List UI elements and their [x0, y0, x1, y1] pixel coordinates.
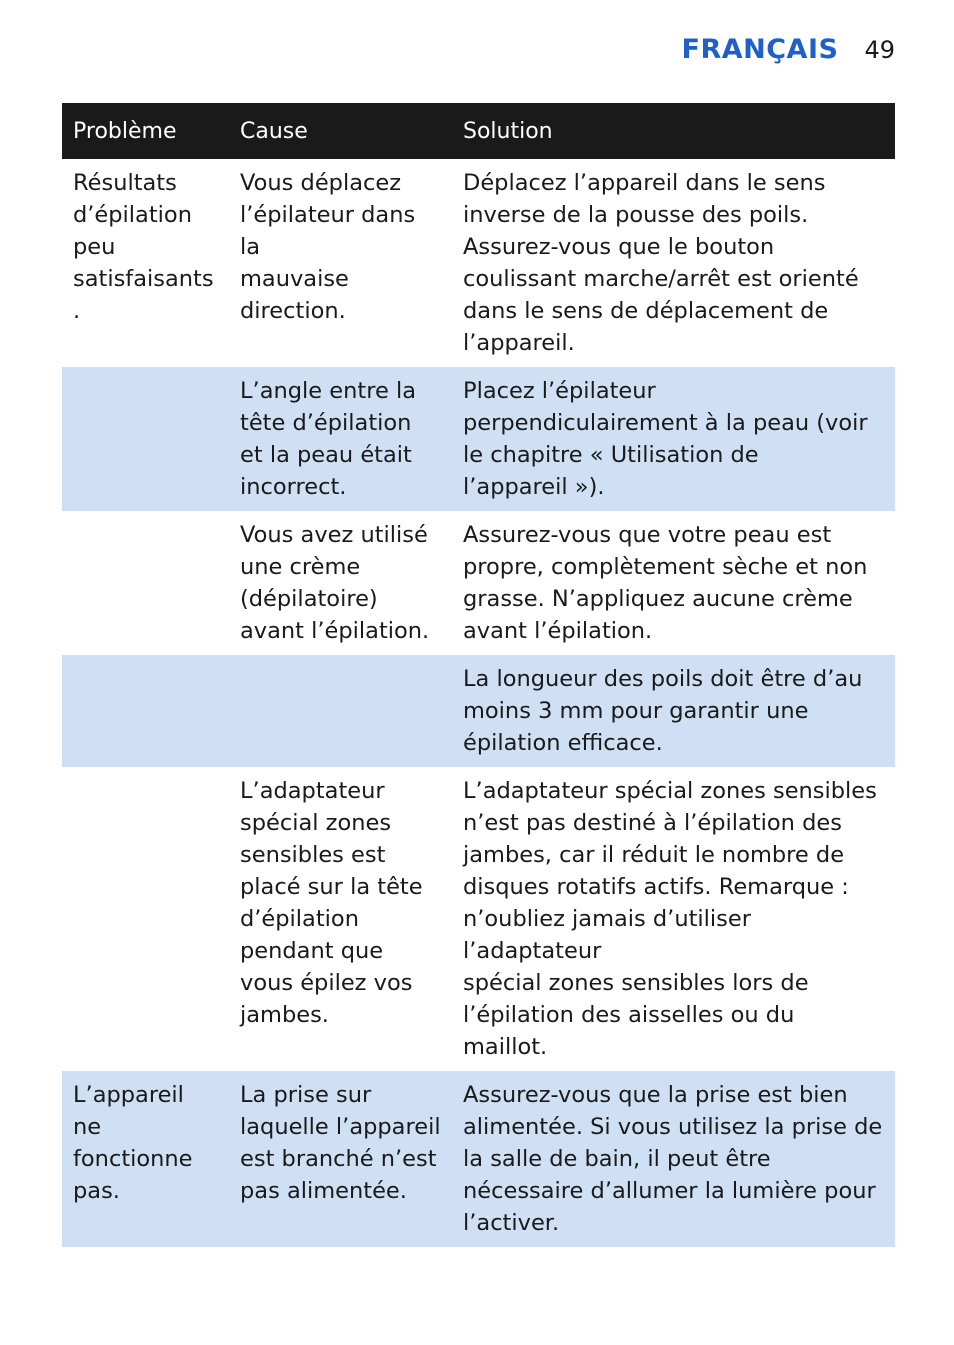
solution-text: Déplacez l’appareil dans le sens inverse de la pousse des poils. Assurez-vous que le bouton coulissant marche/arrêt est orienté dans le sens de déplacement de l’appareil. [463, 170, 859, 356]
table-row [62, 367, 895, 511]
solution-text: La longueur des poils doit être d’au moins 3 mm pour garantir une épilation efficace. [463, 666, 863, 756]
problem-cell [62, 767, 229, 1071]
table-row [62, 159, 895, 367]
cause-cell [229, 511, 452, 655]
column-header-cause: Cause [229, 103, 452, 159]
solution-text: L’adaptateur spécial zones sensibles n’est pas destiné à l’épilation des jambes, car il réduit le nombre de disques rotatifs actifs. Remarque : n’oubliez jamais d’utiliser l’adaptateur spécial zones sensibles lors de l’épilation des aisselles ou du maillot. [463, 778, 877, 1060]
cause-text: Vous avez utilisé une crème (dépilatoire) avant l’épilation. [240, 522, 430, 644]
solution-text: Assurez-vous que la prise est bien alimentée. Si vous utilisez la prise de la salle de bain, il peut être nécessaire d’allumer la lumière pour l’activer. [463, 1082, 883, 1236]
cause-text: L’adaptateur spécial zones sensibles est placé sur la tête d’épilation pendant que vous épilez vos jambes. [240, 778, 423, 1028]
column-header-problem: Problème [62, 103, 229, 159]
problem-text: Résultats d’épilation peu satisfaisants. [73, 170, 214, 324]
cause-cell [229, 767, 452, 1071]
troubleshooting-table [62, 103, 895, 1247]
cause-text: Vous déplacez l’épilateur dans la mauvaise direction. [240, 170, 416, 324]
solution-cell [452, 367, 895, 511]
table-header-row [62, 103, 895, 159]
page-header [682, 34, 895, 65]
cause-cell [229, 159, 452, 367]
solution-cell [452, 1071, 895, 1247]
problem-text: L’appareil ne fonctionne pas. [73, 1082, 193, 1204]
solution-cell [452, 767, 895, 1071]
solution-cell [452, 159, 895, 367]
table-row [62, 767, 895, 1071]
cause-cell [229, 1071, 452, 1247]
cause-text: La prise sur laquelle l’appareil est branché n’est pas alimentée. [240, 1082, 441, 1204]
column-header-solution: Solution [452, 103, 895, 159]
cause-text: L’angle entre la tête d’épilation et la peau était incorrect. [240, 378, 416, 500]
problem-cell [62, 1071, 229, 1247]
cause-cell [229, 367, 452, 511]
table-row [62, 1071, 895, 1247]
solution-text: Assurez-vous que votre peau est propre, complètement sèche et non grasse. N’appliquez aucune crème avant l’épilation. [463, 522, 868, 644]
solution-cell [452, 511, 895, 655]
solution-cell [452, 655, 895, 767]
table-row [62, 655, 895, 767]
problem-cell [62, 159, 229, 367]
cause-cell [229, 655, 452, 767]
table-row [62, 511, 895, 655]
problem-cell [62, 511, 229, 655]
problem-cell [62, 367, 229, 511]
page-number: 49 [864, 36, 895, 64]
solution-text: Placez l’épilateur perpendiculairement à la peau (voir le chapitre « Utilisation de l’appareil »). [463, 378, 868, 500]
problem-cell [62, 655, 229, 767]
section-title: FRANÇAIS [681, 34, 839, 65]
